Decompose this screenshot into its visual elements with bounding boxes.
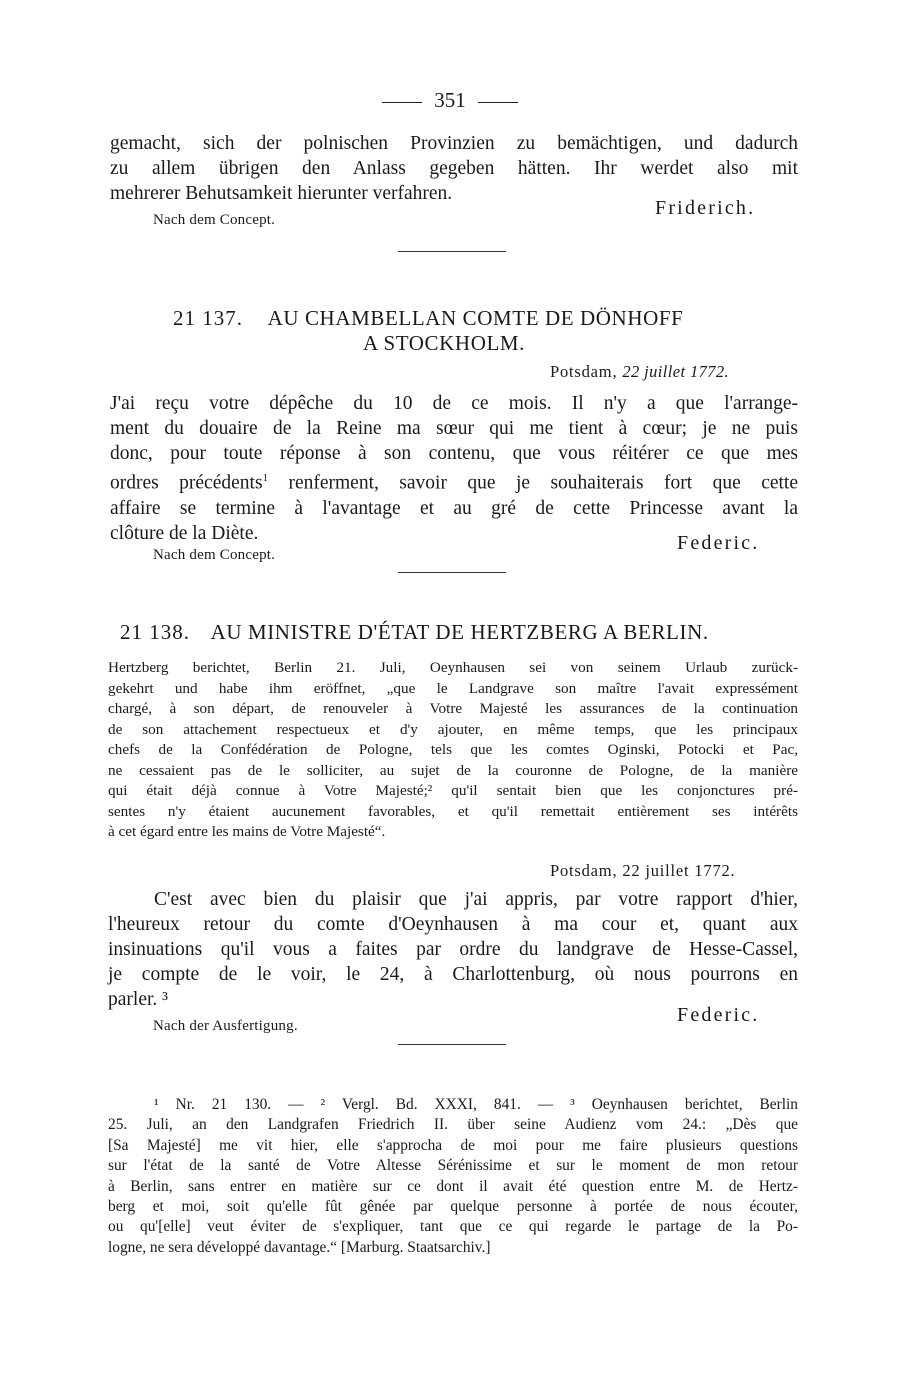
text-line: de son attachement respectueux et d'y ajouter, en même temps, que les principaux (108, 720, 798, 738)
summary-paragraph (108, 658, 798, 843)
footnote-line: sur l'état de la santé de Votre Altesse Sérénissime et sur le moment de mon retour (108, 1157, 798, 1175)
text-line: clôture de la Diète. (110, 522, 259, 544)
divider (478, 102, 518, 103)
letter-heading (120, 620, 709, 645)
text-line: chefs de la Confédération de Pologne, tels que les comtes Oginski, Potocki et Pac, (108, 741, 798, 758)
footnote-line: à Berlin, sans entrer en matière sur ce dont il avait été question entre M. de Hertz- (108, 1177, 798, 1195)
text-line: gemacht, sich der polnischen Provinzien zu bemächtigen, und dadurch (110, 133, 798, 154)
text-line: mehrerer Behutsamkeit hierunter verfahren. (110, 183, 453, 204)
page-number: 351 (434, 88, 466, 112)
text-segment: ordres précédents (110, 472, 263, 494)
dateline-place: Potsdam, (550, 362, 618, 381)
page-number-header (0, 88, 900, 113)
text-segment: renferment, savoir que je souhaiterais fort que cette (288, 472, 798, 494)
footnote-line: berg et moi, soit qu'elle fût gênée par quelque personne à portée de nous écouter, (108, 1198, 798, 1216)
intro-paragraph (110, 131, 798, 206)
footnote-marker: 1 (262, 472, 269, 484)
text-line: à cet égard entre les mains de Votre Majesté“. (108, 823, 386, 840)
text-line: zu allem übrigen den Anlass gegeben hätten. Ihr werdet also mit (110, 158, 798, 179)
text-line: insinuations qu'il vous a faites par ordre du landgrave de Hesse-Cassel, (108, 939, 798, 960)
text-line: sentes n'y étaient aucunement favorables, et qu'il remettait entièrement ses intérêts (108, 802, 798, 820)
footnote-line: ou qu'[elle] veut éviter de s'expliquer, tant que ce qui regarde le partage de la Po- (108, 1218, 798, 1236)
text-line: l'heureux retour du comte d'Oeynhausen à ma cour et, quant aux (108, 914, 798, 935)
footnote-line: ¹ Nr. 21 130. — ² Vergl. Bd. XXXI, 841. — ³ Oeynhausen berichtet, Berlin (154, 1096, 798, 1113)
signature: Friderich. (655, 197, 756, 219)
dateline-date: 22 juillet 1772. (622, 861, 736, 880)
letter-heading-place: A STOCKHOLM. (363, 331, 526, 355)
text-line-with-footnote (110, 466, 798, 496)
text-line: affaire se termine à l'avantage et au gré de cette Princesse avant la (110, 497, 798, 519)
letter-body (110, 391, 798, 546)
footnotes (108, 1095, 798, 1258)
dateline (550, 861, 735, 881)
signature: Federic. (677, 1004, 760, 1026)
section-rule (398, 251, 506, 252)
text-line: chargé, à son départ, de renouveler à Votre Majesté les assurances de la continuation (108, 700, 798, 717)
footnote-line: [Sa Majesté] me vit hier, elle s'approcha de moi pour me faire plusieurs questions (108, 1136, 798, 1154)
letter-number: 21 138. (120, 620, 190, 644)
letter-number: 21 137. (173, 306, 243, 330)
section-rule (398, 1044, 506, 1045)
footnote-line: 25. Juli, an den Landgrafen Friedrich II. über seine Audienz vom 24.: „Dès que (108, 1116, 798, 1134)
section-rule (398, 572, 506, 573)
dateline (550, 362, 729, 382)
letter-body (108, 887, 798, 1012)
text-line: donc, pour toute réponse à son contenu, que vous réitérer ce que mes (110, 443, 798, 464)
divider (382, 102, 422, 103)
source-note: Nach dem Concept. (153, 212, 276, 228)
text-line: gekehrt und habe ihm eröffnet, „que le Landgrave son maître l'avait expressément (108, 679, 798, 697)
letter-title: AU MINISTRE D'ÉTAT DE HERTZBERG A BERLIN. (210, 620, 709, 644)
signature: Federic. (677, 532, 760, 554)
text-line: ne cessaient pas de le solliciter, au sujet de la couronne de Pologne, de la manière (108, 761, 798, 779)
text-line: je compte de le voir, le 24, à Charlottenburg, où nous pourrons en (108, 964, 798, 985)
dateline-date: 22 juillet 1772. (622, 362, 730, 381)
source-note: Nach der Ausfertigung. (153, 1018, 298, 1034)
text-line: ment du douaire de la Reine ma sœur qui me tient à cœur; je ne puis (110, 418, 798, 439)
text-line: parler. ³ (108, 989, 168, 1010)
letter-title: AU CHAMBELLAN COMTE DE DÖNHOFF (267, 306, 684, 330)
letter-heading (173, 306, 683, 331)
footnote-line: logne, ne sera développé davantage.“ [Marburg. Staatsarchiv.] (108, 1238, 491, 1256)
text-line: J'ai reçu votre dépêche du 10 de ce mois. Il n'y a que l'arrange- (110, 393, 798, 414)
dateline-place: Potsdam, (550, 861, 618, 880)
text-line: qui était déjà connue à Votre Majesté;² qu'il sentait bien que les conjonctures pré- (108, 782, 798, 799)
text-line: Hertzberg berichtet, Berlin 21. Juli, Oeynhausen sei von seinem Urlaub zurück- (108, 659, 798, 676)
text-line: C'est avec bien du plaisir que j'ai appris, par votre rapport d'hier, (154, 889, 798, 910)
source-note: Nach dem Concept. (153, 547, 276, 563)
